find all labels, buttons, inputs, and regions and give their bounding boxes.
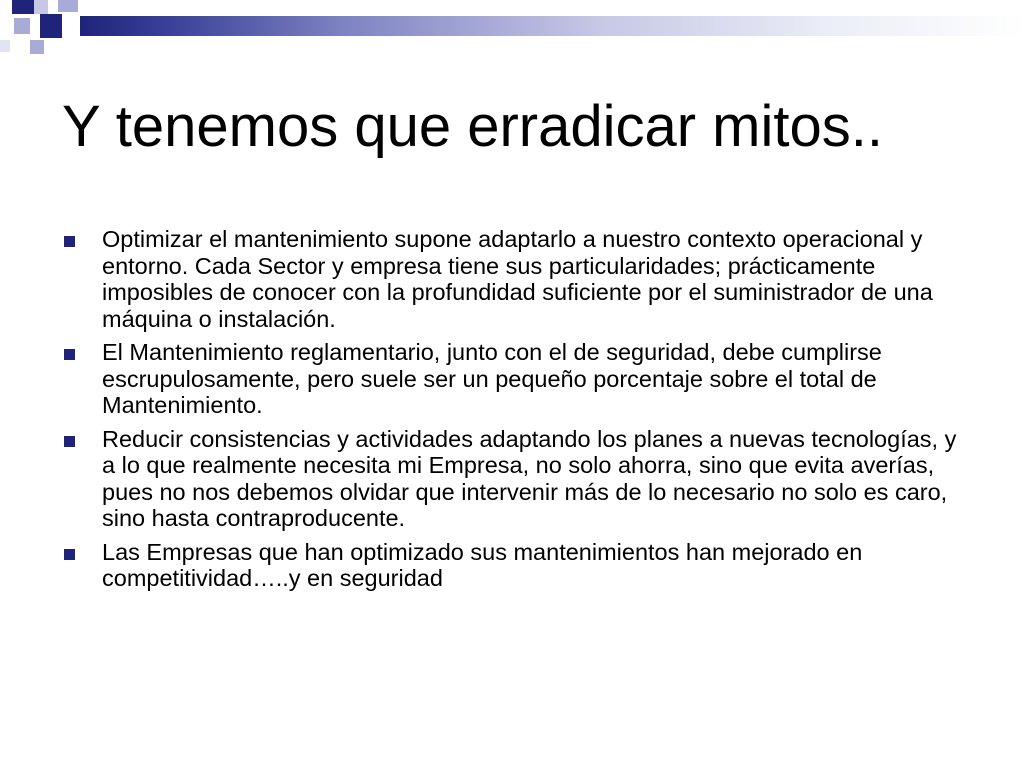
deco-square-icon bbox=[34, 0, 48, 14]
deco-square-icon bbox=[0, 40, 10, 52]
slide-title: Y tenemos que erradicar mitos.. bbox=[62, 94, 883, 159]
header-decoration bbox=[0, 0, 1024, 60]
square-bullet-icon bbox=[64, 436, 75, 447]
list-item bbox=[62, 539, 962, 592]
bullet-list bbox=[62, 226, 962, 599]
header-gradient-bar bbox=[80, 16, 1024, 36]
bullet-text: Reducir consistencias y actividades adaptando los planes a nuevas tecnologías, y a lo que realmente necesita mi Empresa, no solo ahorra, sino que evita averías, pues no nos debemos olvidar que intervenir más de lo necesario no solo es caro, sino hasta contraproducente. bbox=[102, 425, 957, 531]
bullet-text: El Mantenimiento reglamentario, junto con el de seguridad, debe cumplirse escrupulosamente, pero suele ser un pequeño porcentaje sobre el total de Mantenimiento. bbox=[102, 339, 882, 418]
bullet-text: Las Empresas que han optimizado sus mantenimientos han mejorado en competitividad…..y en seguridad bbox=[102, 538, 863, 591]
bullet-text: Optimizar el mantenimiento supone adaptarlo a nuestro contexto operacional y entorno. Cada Sector y empresa tiene sus particularidades; prácticamente imposibles de conocer con la profundidad suficiente por el suministrador de una máquina o instalación. bbox=[102, 226, 933, 332]
deco-square-icon bbox=[40, 14, 62, 38]
deco-square-icon bbox=[12, 0, 34, 14]
list-item bbox=[62, 426, 962, 532]
deco-square-icon bbox=[62, 16, 80, 36]
square-bullet-icon bbox=[64, 349, 75, 360]
list-item bbox=[62, 339, 962, 419]
square-bullet-icon bbox=[64, 549, 75, 560]
deco-square-icon bbox=[30, 40, 44, 54]
deco-square-icon bbox=[58, 0, 78, 12]
list-item bbox=[62, 226, 962, 332]
deco-square-icon bbox=[14, 18, 30, 34]
square-bullet-icon bbox=[64, 236, 75, 247]
